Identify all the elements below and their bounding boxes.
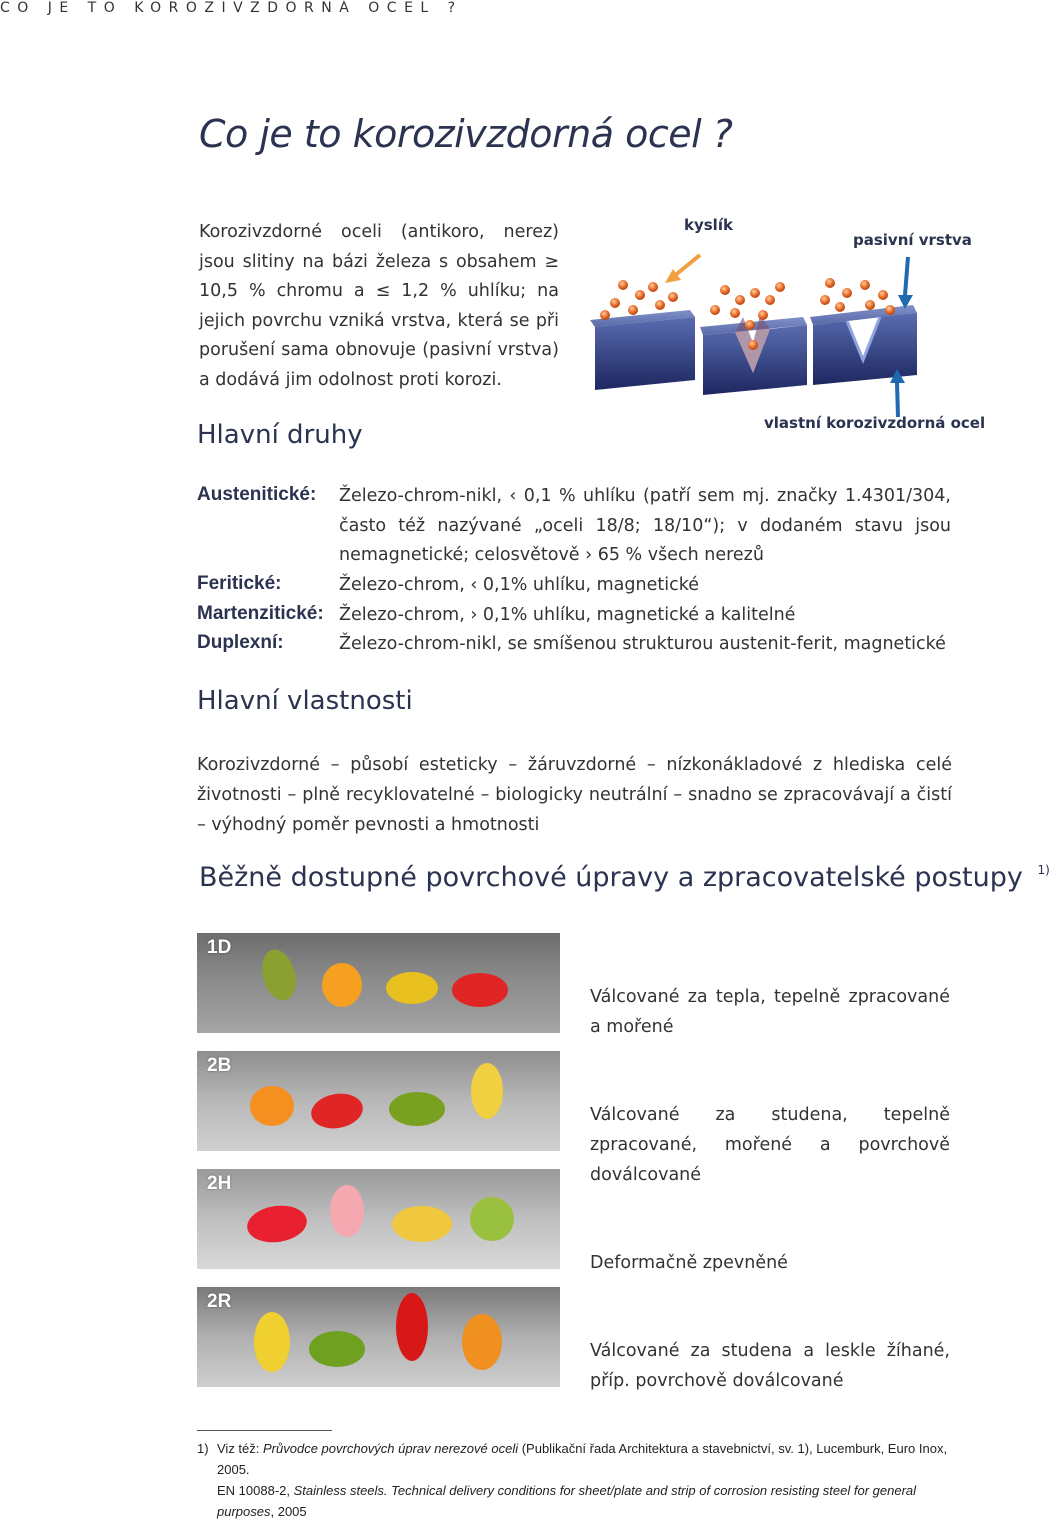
footnote-ref: 1) <box>1037 863 1050 877</box>
label-stainless-steel: vlastní korozivzdorná ocel <box>764 414 986 432</box>
oxygen-arrow <box>665 255 700 283</box>
section-heading-types: Hlavní druhy <box>197 420 363 450</box>
page-title: Co je to korozivzdorná ocel ? <box>199 112 733 156</box>
type-desc: Železo-chrom, ‹ 0,1% uhlíku, magnetické <box>339 575 699 595</box>
finish-code: 2H <box>207 1173 232 1194</box>
intro-paragraph: Korozivzdorné oceli (antikoro, nerez) jsou slitiny na bázi železa s obsahem ≥ 10,5 % chromu a ≤ 1,2 % uhlíku; na jejich povrchu vzniká vrstva, která se při porušení sama obnovuje (pasivní vrstva) a dodává jim odolnost proti korozi. <box>199 222 559 390</box>
footnote-text-3: , 2005 <box>270 1504 307 1519</box>
footnote <box>197 1438 957 1522</box>
gummy-bears-image <box>197 1051 560 1151</box>
section-heading-properties: Hlavní vlastnosti <box>197 686 413 716</box>
type-label: Austenitické: <box>197 484 317 505</box>
finish-desc-2b: Válcované za studena, tepelně zpracované, mořené a povrchově doválcované <box>590 1105 950 1185</box>
type-label: Martenzitické: <box>197 603 324 624</box>
footnote-title-1: Průvodce povrchových úprav nerezové oceli <box>263 1441 519 1456</box>
finish-desc-2h: Deformačně zpevněné <box>590 1253 788 1273</box>
footnote-prefix: Viz též: <box>217 1441 264 1456</box>
label-passive-layer: pasivní vrstva <box>853 231 972 249</box>
finish-code: 1D <box>207 937 232 958</box>
type-desc: Železo-chrom-nikl, ‹ 0,1 % uhlíku (patří sem mj. značky 1.4301/304, často též nazývané „oceli 18/8; 18/10“); v dodaném stavu jsou nemagnetické; celosvětově › 65 % všech nerezů <box>339 486 951 566</box>
label-oxygen: kyslík <box>684 216 733 234</box>
finish-photo-2h <box>197 1169 560 1269</box>
finish-code: 2B <box>207 1055 232 1076</box>
finishes-heading-text: Běžně dostupné povrchové úpravy a zpracovatelské postupy <box>199 862 1023 893</box>
footnote-text-2: EN 10088-2, <box>217 1483 294 1498</box>
finish-photo-1d <box>197 933 560 1033</box>
gummy-bears-image <box>197 1169 560 1269</box>
type-label: Duplexní: <box>197 632 284 653</box>
type-desc: Železo-chrom-nikl, se smíšenou strukturou austenit-ferit, magnetické <box>339 634 946 654</box>
gummy-bears-image <box>197 933 560 1033</box>
finish-desc-2r: Válcované za studena a leskle žíhané, příp. povrchově doválcované <box>590 1341 950 1391</box>
footnote-text-1: (Publikační řada Architektura a stavebnictví, sv. 1), Lucemburk, Euro Inox, 2005. <box>217 1441 948 1477</box>
running-header: CO JE TO KOROZIVZDORNÁ OCEL ? <box>0 0 463 16</box>
finish-photo-2b <box>197 1051 560 1151</box>
footnote-rule <box>197 1430 332 1431</box>
type-label: Feritické: <box>197 573 282 594</box>
gummy-bears-image <box>197 1287 560 1387</box>
type-desc: Železo-chrom, › 0,1% uhlíku, magnetické a kalitelné <box>339 605 796 625</box>
steel-block-repaired <box>810 305 917 385</box>
steel-block-intact <box>590 310 695 390</box>
finish-code: 2R <box>207 1291 232 1312</box>
properties-paragraph: Korozivzdorné – působí esteticky – žáruvzdorné – nízkonákladové z hlediska celé životnosti – plně recyklovatelné – biologicky neutrální – snadno se zpracovávají a čistí – výhodný poměr pevnosti a hmotnosti <box>197 755 952 835</box>
passive-layer-figure <box>585 255 925 420</box>
footnote-title-2: Stainless steels. Technical delivery conditions for sheet/plate and strip of corrosion resisting steel for general purposes <box>217 1483 917 1519</box>
finish-desc-1d: Válcované za tepla, tepelně zpracované a mořené <box>590 987 950 1037</box>
passive-layer-arrow <box>898 257 913 309</box>
footnote-marker: 1) <box>197 1441 209 1456</box>
section-heading-finishes <box>199 862 1050 893</box>
finish-photo-2r <box>197 1287 560 1387</box>
